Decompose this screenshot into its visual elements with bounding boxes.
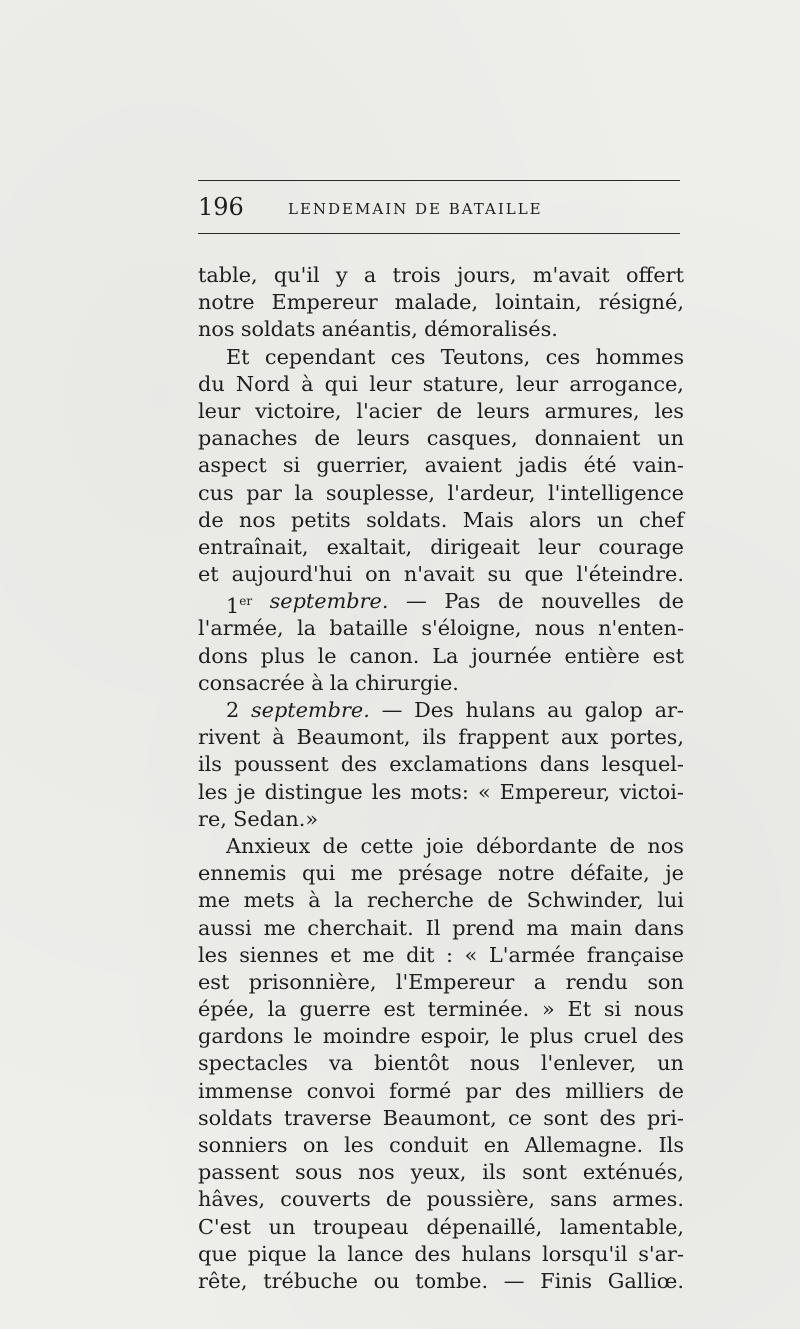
word: Et [226, 344, 250, 369]
word: la [334, 888, 354, 913]
word: de [385, 1187, 412, 1212]
word: été [583, 453, 617, 478]
word: de [436, 398, 463, 423]
word: victoi- [619, 779, 684, 804]
word: rivent [198, 725, 261, 750]
word: de [487, 888, 514, 913]
word: chef [638, 507, 684, 532]
word: bientôt [374, 1051, 449, 1076]
word: : [446, 942, 454, 967]
entry-date: 2 [226, 698, 240, 722]
word: la [296, 616, 317, 641]
word: petits [291, 507, 351, 532]
word: dirigeait [430, 534, 520, 559]
word: — [406, 589, 427, 614]
word: plus [529, 1024, 574, 1049]
word: lorsqu'il [541, 1241, 628, 1266]
word: ils [198, 752, 222, 777]
text-line [198, 1268, 684, 1295]
text-line [198, 643, 684, 670]
word: lointain, [495, 290, 582, 315]
word: sonniers [198, 1133, 288, 1157]
word: un [596, 507, 624, 532]
word: trois [392, 263, 441, 287]
word: souplesse, [325, 480, 436, 505]
word: nouvelles [541, 589, 641, 614]
word: qui [301, 861, 336, 886]
word: soldats [240, 317, 316, 342]
word: L'armée [488, 942, 576, 967]
header-rule-top [198, 180, 680, 181]
word: recherche [366, 888, 474, 913]
word: nous [469, 1051, 520, 1076]
word: démoralisés. [424, 317, 558, 342]
word: par [465, 1078, 501, 1103]
text-line [198, 561, 684, 588]
word: frappent [458, 725, 549, 750]
word: qui [324, 371, 359, 396]
word: poussière, [426, 1187, 535, 1212]
word: Empereur [271, 290, 378, 315]
word: bataille [329, 616, 409, 641]
text-line [198, 887, 684, 914]
word: courage [598, 534, 684, 559]
word: l'éteindre. [576, 562, 684, 587]
word: ces [545, 344, 581, 369]
word: de [322, 833, 349, 858]
word: vain- [632, 453, 684, 478]
word: mets [243, 888, 295, 913]
word: des [599, 1105, 636, 1130]
word: mots: [410, 779, 469, 804]
word: exténués, [582, 1160, 684, 1185]
word: la [329, 670, 349, 695]
word: de [658, 589, 684, 614]
text-line [198, 452, 684, 479]
running-title: LENDEMAIN DE BATAILLE [288, 200, 543, 218]
word: entraînait, [198, 534, 309, 559]
word: terminée. [427, 997, 530, 1022]
word: soldats [198, 1105, 273, 1130]
word: est [652, 643, 684, 668]
entry-date: 1er [226, 594, 253, 619]
word: stature, [422, 371, 505, 396]
word: immense [198, 1078, 293, 1103]
word: s'éloigne, [421, 616, 522, 641]
text-line [198, 507, 684, 534]
word: soldats. [366, 507, 448, 532]
text-line [198, 1023, 684, 1050]
word: l'intelligence [547, 480, 684, 505]
word: si [282, 453, 301, 478]
word: plus [260, 643, 305, 668]
word: — [381, 698, 403, 722]
word: pri- [647, 1105, 684, 1130]
word: n'avait [403, 562, 475, 587]
word: Il [425, 915, 441, 940]
word: sans [550, 1187, 598, 1212]
text-line [198, 806, 684, 833]
word: hulans [465, 698, 536, 722]
word: sont [543, 1105, 589, 1130]
word: on [365, 562, 391, 587]
word: traverse [283, 1105, 372, 1130]
word: gardons [198, 1024, 284, 1049]
word: je [665, 861, 684, 886]
text-line [198, 779, 684, 806]
word: Teutons, [440, 344, 531, 369]
word: guerre [299, 997, 371, 1022]
word: milliers [565, 1078, 645, 1103]
word: espoir, [420, 1024, 491, 1049]
word: tombe. [415, 1268, 489, 1293]
word: aussi [198, 915, 252, 940]
word: des [340, 752, 378, 777]
word: rendu [565, 969, 628, 994]
word: par [246, 480, 282, 505]
word: convoi [306, 1078, 376, 1103]
word: les [198, 779, 228, 804]
word: des [647, 1024, 684, 1049]
word: la [317, 1241, 337, 1266]
entry-date-month: septembre. [250, 698, 370, 722]
word: hommes [595, 344, 684, 369]
text-line [198, 724, 684, 751]
word: lance [347, 1241, 404, 1266]
word: troupeau [313, 1214, 409, 1239]
word: aspect [198, 453, 267, 478]
word: Empereur, [499, 779, 611, 804]
text-line [198, 289, 684, 316]
word: donnaient [534, 426, 641, 451]
word: me [198, 888, 231, 913]
word: casques, [426, 426, 518, 451]
word: avaient [424, 453, 502, 478]
word: hâves, [198, 1187, 266, 1212]
word: française [586, 942, 684, 967]
word: table, [198, 263, 258, 287]
word: dit [406, 942, 435, 967]
word: su [487, 562, 512, 587]
word: poussent [234, 752, 329, 777]
text-line [198, 615, 684, 642]
word: rête, [198, 1268, 248, 1293]
word: à [308, 888, 321, 913]
word: joie [425, 833, 464, 858]
word: s'ar- [638, 1241, 684, 1266]
word: leur [538, 534, 581, 559]
word: défaite, [570, 861, 650, 886]
text-line [198, 262, 684, 289]
word: les [654, 398, 684, 423]
word: à [311, 670, 324, 695]
word: de [198, 507, 224, 532]
text-line [198, 425, 684, 452]
word: leur [515, 371, 559, 396]
word: main [570, 915, 623, 940]
word: son [647, 969, 684, 994]
text-line [198, 833, 684, 860]
word: je [236, 779, 256, 804]
word: qu'il [273, 263, 320, 287]
word: cruel [583, 1024, 638, 1049]
word: ou [373, 1268, 400, 1293]
word: dons [198, 643, 248, 668]
word: au [547, 698, 573, 722]
word: y [335, 263, 348, 287]
word: dans [634, 915, 684, 940]
text-line [198, 316, 684, 343]
word: le [293, 1024, 313, 1049]
word: nous [633, 997, 684, 1022]
word: nos [239, 507, 276, 532]
word: va [328, 1051, 354, 1076]
word: présage [398, 861, 483, 886]
text-line [198, 942, 684, 969]
word: galop [584, 698, 643, 722]
word: de [609, 833, 636, 858]
word: couverts [280, 1187, 371, 1212]
word: notre [198, 290, 255, 315]
word: distingue [264, 779, 363, 804]
word: nos [647, 833, 684, 858]
word: de [498, 589, 524, 614]
word: des [514, 1078, 552, 1103]
word: alors [529, 507, 582, 532]
text-line [198, 371, 684, 398]
text-line [198, 1214, 684, 1241]
word: offert [626, 263, 684, 287]
word: les [344, 1133, 374, 1157]
text-line [198, 1050, 684, 1077]
word: ma [526, 915, 559, 940]
word: « [464, 942, 478, 967]
text-line [198, 751, 684, 778]
word: ennemis [198, 861, 287, 886]
word: cherchait. [307, 915, 414, 940]
word: Sedan.» [233, 806, 319, 831]
word: armes. [612, 1187, 684, 1212]
word: leurs [356, 426, 410, 451]
word: nos [198, 317, 235, 342]
word: dans [539, 752, 590, 777]
word: cependant [264, 344, 376, 369]
word: siennes [239, 942, 319, 967]
word: lamentable, [559, 1214, 684, 1239]
word: pique [247, 1241, 307, 1266]
word: de [658, 1078, 684, 1103]
word: lui [657, 888, 684, 913]
header-rule-bottom [198, 233, 680, 234]
text-line [198, 344, 684, 371]
word: les [371, 779, 402, 804]
word: m'avait [532, 263, 610, 287]
text-line [198, 1186, 684, 1213]
word: prisonnière, [248, 969, 377, 994]
word: l'ardeur, [447, 480, 536, 505]
word: » [542, 997, 555, 1022]
word: chirurgie. [355, 670, 459, 695]
word: l'Empereur [395, 969, 515, 994]
word: épée, [198, 997, 255, 1022]
text-line [198, 1159, 684, 1186]
word: si [603, 997, 622, 1022]
word: entière [564, 643, 640, 668]
word: un [657, 426, 684, 451]
word: ar- [654, 698, 684, 722]
word: jadis [517, 453, 568, 478]
word: ces [390, 344, 426, 369]
word: l'enlever, [540, 1051, 637, 1076]
word: Des [414, 698, 454, 722]
word: des [414, 1241, 451, 1266]
word: la [267, 997, 287, 1022]
word: victoire, [255, 398, 342, 423]
word: Allemagne. [524, 1133, 644, 1157]
word: Schwinder, [526, 888, 644, 913]
word: a [533, 969, 547, 994]
word: portes, [610, 725, 684, 750]
word: canon. [349, 643, 420, 668]
word: est [198, 969, 230, 994]
word: n'enten- [598, 616, 684, 641]
word: hulans [461, 1241, 532, 1266]
word: aux [560, 725, 599, 750]
word: C'est [198, 1214, 251, 1239]
word: ils [482, 1160, 507, 1185]
word: Finis [540, 1268, 593, 1293]
running-header [198, 192, 680, 226]
word: spectacles [198, 1051, 308, 1076]
word: que [198, 1241, 238, 1266]
word: notre [498, 861, 555, 886]
word: Beaumont, [382, 1105, 497, 1130]
word: est [383, 997, 415, 1022]
text-line [198, 860, 684, 887]
word: un [657, 1051, 684, 1076]
text-line [198, 670, 684, 697]
word: Ils [658, 1133, 684, 1157]
word: « [477, 779, 491, 804]
word: — [503, 1268, 525, 1293]
word: panaches [198, 426, 298, 451]
entry-date-month: septembre. [269, 589, 389, 614]
text-line [198, 480, 684, 507]
word: sont [522, 1160, 568, 1185]
word: en [483, 1133, 510, 1157]
text-line [198, 1078, 684, 1105]
word: armures, [544, 398, 640, 423]
word: l'armée, [198, 616, 284, 641]
word: Nord [235, 371, 290, 396]
word: les [198, 942, 228, 967]
word: Mais [462, 507, 514, 532]
word: à [272, 725, 285, 750]
word: ils [422, 725, 447, 750]
word: la [294, 480, 314, 505]
word: a [363, 263, 377, 287]
word: Beaumont, [296, 725, 411, 750]
text-line [198, 915, 684, 942]
word: aujourd'hui [231, 562, 353, 587]
word: lesquel- [601, 752, 684, 777]
word: conduit [389, 1133, 469, 1157]
word: yeux, [410, 1160, 467, 1185]
word: exclamations [389, 752, 528, 777]
word: moindre [322, 1024, 411, 1049]
word: trébuche [263, 1268, 358, 1293]
word: sous [294, 1160, 343, 1185]
word: La [432, 643, 459, 668]
word: leur [198, 398, 241, 423]
page-number: 196 [198, 193, 244, 221]
word: cette [360, 833, 414, 858]
body-text [198, 262, 684, 1295]
word: prend [452, 915, 515, 940]
text-line [198, 398, 684, 425]
text-line [198, 1241, 684, 1268]
word: me [350, 861, 383, 886]
word: me [362, 942, 395, 967]
word: leur [369, 371, 412, 396]
word: arrogance, [569, 371, 684, 396]
word: débordante [475, 833, 598, 858]
word: exaltait, [326, 534, 413, 559]
word: jours, [456, 263, 517, 287]
word: me [263, 915, 296, 940]
word: leurs [476, 398, 530, 423]
word: et [330, 942, 351, 967]
word: journée [471, 643, 552, 668]
text-line [198, 1105, 684, 1132]
word: que [524, 562, 564, 587]
text-line [198, 588, 684, 619]
word: nos [358, 1160, 395, 1185]
word: un [268, 1214, 296, 1239]
word: cus [198, 480, 234, 505]
word: l'acier [356, 398, 422, 423]
word: le [500, 1024, 520, 1049]
word: consacrée [198, 670, 305, 695]
text-line [198, 996, 684, 1023]
word: Pas [444, 589, 481, 614]
word: on [302, 1133, 329, 1157]
word: de [314, 426, 341, 451]
text-line [198, 969, 684, 996]
word: Galliœ. [607, 1268, 684, 1293]
word: guerrier, [316, 453, 409, 478]
text-line [198, 534, 684, 561]
word: à [301, 371, 314, 396]
word: anéantis, [321, 317, 418, 342]
word: Et [567, 997, 592, 1022]
word: dépenaillé, [426, 1214, 543, 1239]
word: le [317, 643, 337, 668]
word: du [198, 371, 225, 396]
word: ce [508, 1105, 532, 1130]
word: formé [389, 1078, 452, 1103]
text-line [198, 1132, 684, 1159]
word: malade, [394, 290, 479, 315]
word: résigné, [598, 290, 684, 315]
word: passent [198, 1160, 280, 1185]
word: Anxieux [226, 833, 311, 858]
word: re, [198, 806, 227, 831]
word: et [198, 562, 219, 587]
word: nous [534, 616, 585, 641]
text-line [198, 697, 684, 724]
